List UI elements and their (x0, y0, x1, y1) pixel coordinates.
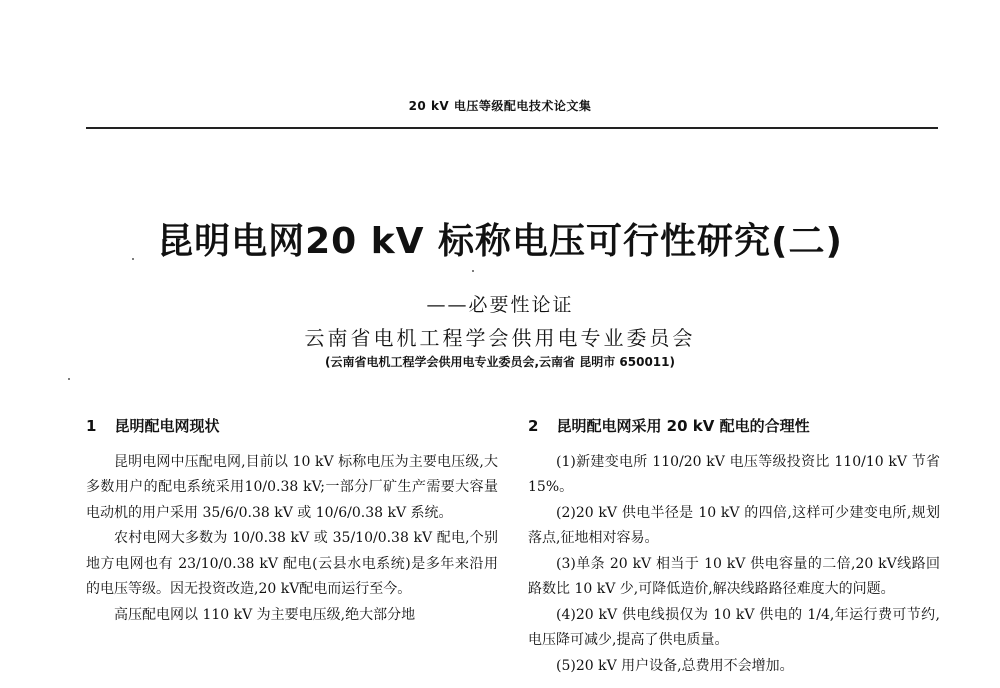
affiliation-line: (云南省电机工程学会供用电专业委员会,云南省 昆明市 650011) (325, 355, 675, 369)
running-head: 20 kV 电压等级配电技术论文集 (408, 99, 592, 113)
list-item: (4)20 kV 供电线损仅为 10 kV 供电的 1/4,年运行费可节约,电压降可减少,提高了供电质量。 (528, 606, 940, 648)
scan-speck (132, 258, 134, 260)
body-paragraph: 高压配电网以 110 kV 为主要电压级,绝大部分地 (114, 606, 416, 623)
author-line: 云南省电机工程学会供用电专业委员会 (304, 326, 696, 350)
section-heading (528, 414, 940, 440)
section-number: 2 (528, 417, 539, 435)
section-title: 昆明配电网现状 (114, 417, 220, 435)
paper-title: 昆明电网20 kV 标称电压可行性研究(二) (157, 221, 843, 262)
section-title: 昆明配电网采用 20 kV 配电的合理性 (556, 417, 810, 435)
body-paragraph: 昆明电网中压配电网,目前以 10 kV 标称电压为主要电压级,大多数用户的配电系统采用10/0.38 kV;一部分厂矿生产需要大容量电动机的用户采用 35/6/0.38 kV 或 10/6/0.38 kV 系统。 (86, 453, 498, 521)
header-rule (86, 127, 938, 129)
section-heading (86, 414, 498, 440)
paper-subtitle: ——必要性论证 (426, 294, 574, 316)
list-item: (1)新建变电所 110/20 kV 电压等级投资比 110/10 kV 节省 15%。 (528, 453, 940, 495)
scan-speck (472, 270, 474, 272)
scan-speck (68, 378, 70, 380)
list-item: (5)20 kV 用户设备,总费用不会增加。 (556, 657, 794, 674)
body-paragraph: 农村电网大多数为 10/0.38 kV 或 35/10/0.38 kV 配电,个别地方电网也有 23/10/0.38 kV 配电(云县水电系统)是多年来沿用的电压等级。因无投资改造,20 kV配电而运行至今。 (86, 530, 498, 597)
list-item: (3)单条 20 kV 相当于 10 kV 供电容量的二倍,20 kV线路回路数比 10 kV 少,可降低造价,解决线路路径难度大的问题。 (528, 555, 940, 597)
list-item: (2)20 kV 供电半径是 10 kV 的四倍,这样可少建变电所,规划落点,征地相对容易。 (528, 504, 940, 546)
right-column (528, 414, 940, 679)
left-column (86, 414, 498, 628)
section-number: 1 (86, 417, 97, 435)
